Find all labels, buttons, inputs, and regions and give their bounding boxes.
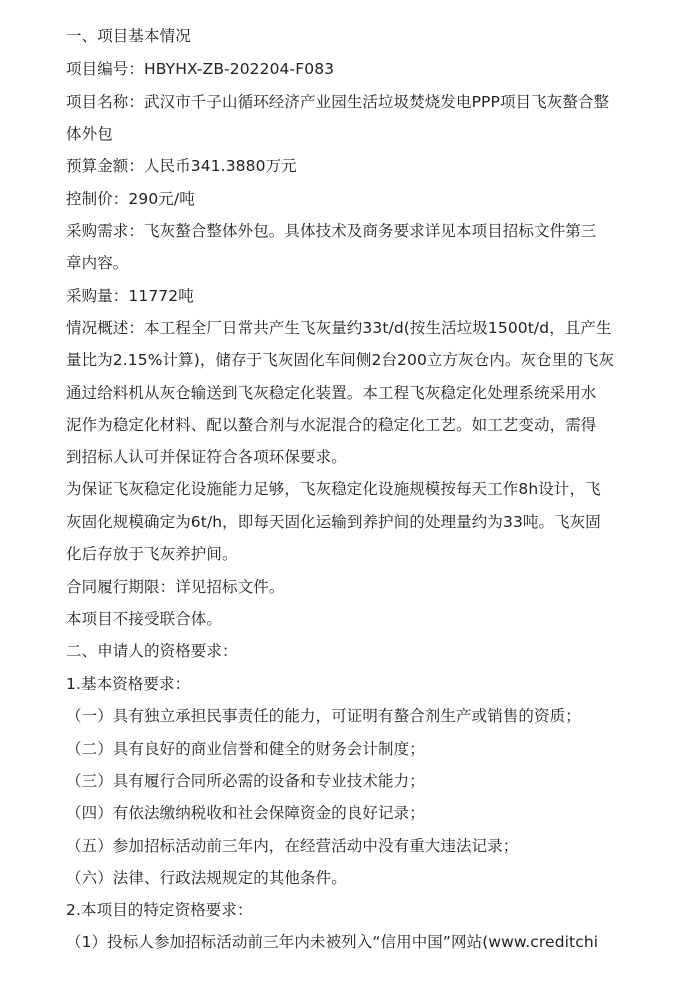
project-number: 项目编号：HBYHX-ZB-202204-F083: [66, 60, 335, 78]
overview-line: 通过给料机从灰仓输送到飞灰稳定化装置。本工程飞灰稳定化处理系统采用水: [66, 384, 597, 402]
project-name-line-2: 体外包: [66, 125, 113, 143]
procurement-demand-line-1: 采购需求：飞灰螯合整体外包。具体技术及商务要求详见本项目招标文件第三: [66, 222, 597, 240]
basic-requirement-item: （一）具有独立承担民事责任的能力，可证明有螯合剂生产或销售的资质；: [66, 707, 581, 725]
procurement-demand-line-2: 章内容。: [66, 254, 129, 272]
procurement-quantity: 采购量：11772吨: [66, 287, 194, 305]
budget-amount: 预算金额：人民币341.3880万元: [66, 157, 297, 175]
contract-period: 合同履行期限：详见招标文件。: [66, 578, 285, 596]
overview-line: 情况概述：本工程全厂日常共产生飞灰量约33t/d(按生活垃圾1500t/d，且产生: [66, 319, 612, 337]
overview-line: 量比为2.15%计算)，储存于飞灰固化车间侧2台200立方灰仓内。灰仓里的飞灰: [66, 351, 615, 369]
capacity-line: 化后存放于飞灰养护间。: [66, 545, 238, 563]
overview-line: 到招标人认可并保证符合各项环保要求。: [66, 448, 347, 466]
basic-requirement-item: （五）参加招标活动前三年内，在经营活动中没有重大违法记录；: [66, 837, 519, 855]
overview-line: 泥作为稳定化材料、配以螯合剂与水泥混合的稳定化工艺。如工艺变动，需得: [66, 416, 597, 434]
basic-requirement-item: （六）法律、行政法规规定的其他条件。: [66, 869, 347, 887]
specific-requirements-heading: 2.本项目的特定资格要求：: [66, 901, 253, 919]
specific-requirement-item: （1）投标人参加招标活动前三年内未被列入“信用中国”网站(www.creditchi: [66, 933, 599, 951]
section-1-heading: 一、项目基本情况: [66, 27, 191, 45]
capacity-line: 灰固化规模确定为6t/h，即每天固化运输到养护间的处理量约为33吨。飞灰固: [66, 513, 601, 531]
basic-requirement-item: （二）具有良好的商业信誉和健全的财务会计制度；: [66, 740, 425, 758]
basic-requirements-heading: 1.基本资格要求：: [66, 675, 191, 693]
control-price: 控制价：290元/吨: [66, 190, 195, 208]
project-name-line-1: 项目名称：武汉市千子山循环经济产业园生活垃圾焚烧发电PPP项目飞灰螯合整: [66, 93, 610, 111]
basic-requirement-item: （三）具有履行合同所必需的设备和专业技术能力；: [66, 772, 425, 790]
section-2-heading: 二、申请人的资格要求：: [66, 642, 238, 660]
capacity-line: 为保证飞灰稳定化设施能力足够，飞灰稳定化设施规模按每天工作8h设计，飞: [66, 480, 601, 498]
consortium-note: 本项目不接受联合体。: [66, 610, 223, 628]
basic-requirement-item: （四）有依法缴纳税收和社会保障资金的良好记录；: [66, 804, 425, 822]
